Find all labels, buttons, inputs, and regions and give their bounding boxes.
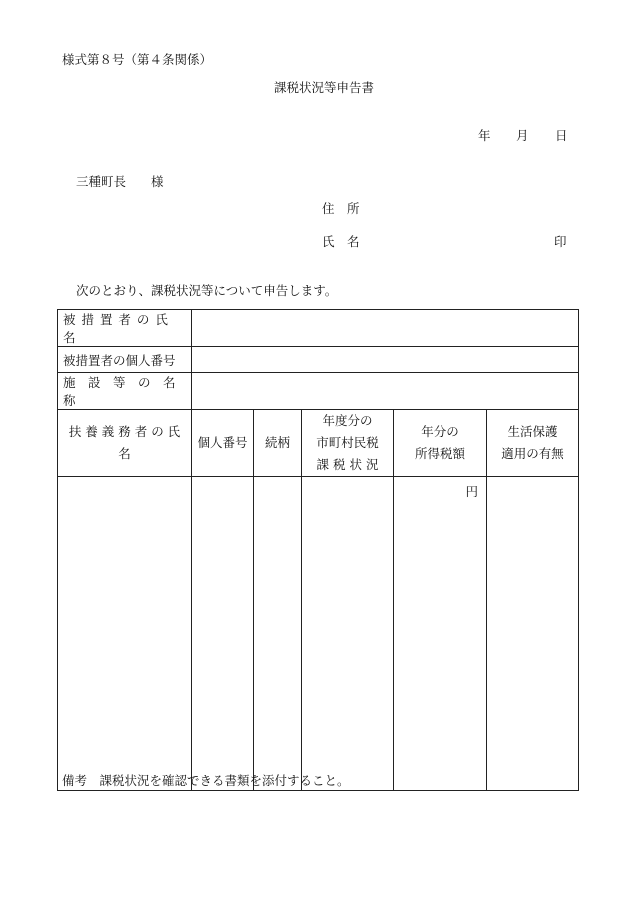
date-day-label: 日 [555,128,568,143]
row-label-beneficiary-name: 被 措 置 者 の 氏 名 [58,310,192,347]
date-month-label: 月 [516,128,529,143]
header-supporter-name: 扶 養 義 務 者 の 氏 名 [58,410,192,477]
header-municipal-tax-line3: 課 税 状 況 [316,457,379,472]
individual-number-cell[interactable] [192,477,254,791]
header-municipal-tax-line1: 年度分の [322,413,373,428]
header-individual-number: 個人番号 [192,410,254,477]
header-income-tax [394,410,487,477]
seal-mark: 印 [554,234,567,249]
header-welfare [487,410,579,477]
header-income-tax-line1: 年分の [421,424,459,439]
table-row [58,347,579,373]
welfare-cell[interactable] [487,477,579,791]
intro-text: 次のとおり、課税状況等について申告します。 [76,283,338,298]
facility-name-field[interactable] [192,373,579,410]
header-welfare-line1: 生活保護 [507,424,558,439]
header-welfare-line2: 適用の有無 [501,446,564,461]
date-year-label: 年 [478,128,491,143]
row-label-facility-name: 施 設 等 の 名 称 [58,373,192,410]
relationship-cell[interactable] [254,477,302,791]
addressee: 三種町長 様 [76,174,164,189]
declaration-table [57,309,579,791]
income-tax-cell[interactable] [394,477,487,791]
municipal-tax-cell[interactable] [302,477,394,791]
table-row [58,310,579,347]
document-title: 課税状況等申告書 [274,80,375,95]
yen-unit: 円 [465,484,478,499]
beneficiary-name-field[interactable] [192,310,579,347]
form-number: 様式第８号（第４条関係） [62,52,213,67]
address-label: 住 所 [322,201,360,216]
supporter-name-cell[interactable] [58,477,192,791]
table-row [58,477,579,791]
beneficiary-number-field[interactable] [192,347,579,373]
header-municipal-tax-line2: 市町村民税 [316,435,379,450]
header-income-tax-line2: 所得税額 [414,446,465,461]
note-text: 備考 課税状況を確認できる書類を添付すること。 [62,773,350,788]
header-relationship: 続柄 [254,410,302,477]
table-header-row [58,410,579,477]
table-row [58,373,579,410]
row-label-beneficiary-number: 被措置者の個人番号 [58,347,192,373]
name-label: 氏 名 [322,234,360,249]
header-municipal-tax [302,410,394,477]
